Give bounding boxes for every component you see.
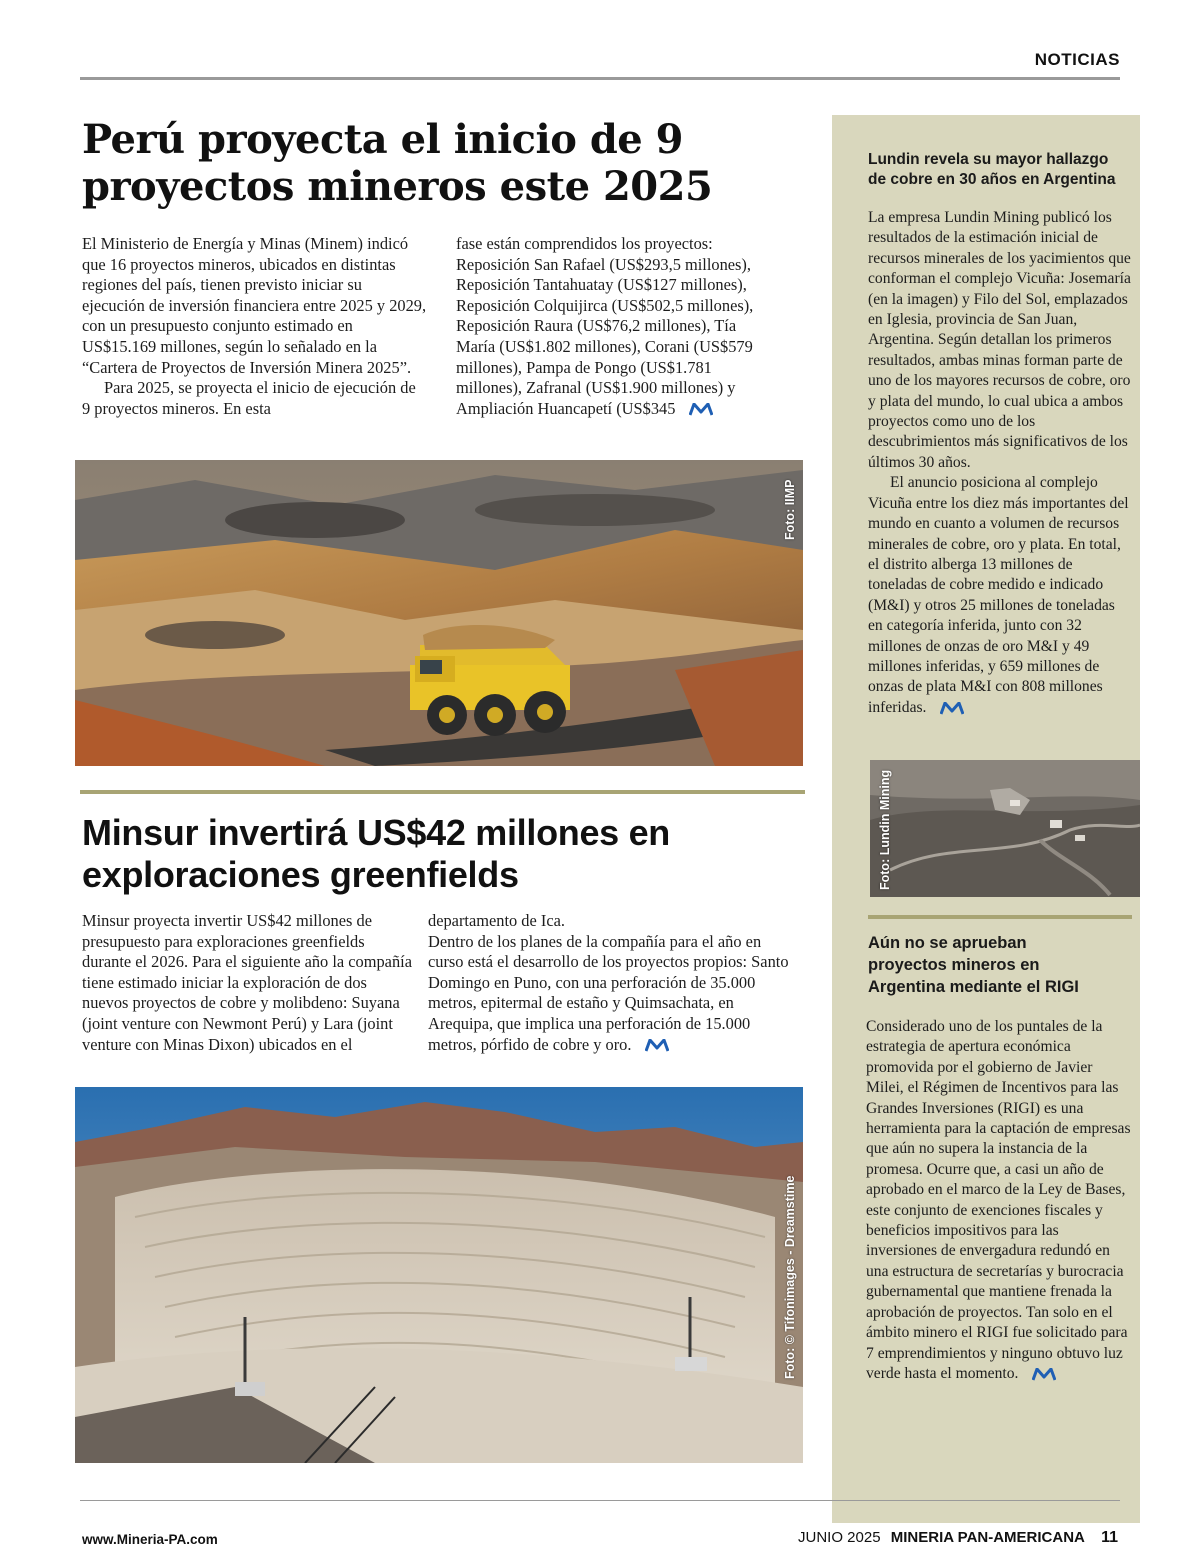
haul-truck-photo — [75, 460, 803, 766]
section-label: NOTICIAS — [1034, 50, 1120, 69]
article2-title: Minsur invertirá US$42 millones en exploraciones greenfields — [82, 812, 671, 895]
vicuna-aerial-photo — [870, 760, 1140, 897]
sidebar-story1-paragraph-1: La empresa Lundin Mining publicó los resultados de la estimación inicial de recursos minerales de los yacimientos que conforman el complejo Vicuña: Josemaría (en la imagen) y Filo del Sol, emplazados en Iglesia, provincia de San Juan, Argentina. Según detallan los primeros resultados, ambas minas forman parte de uno de los mayores recursos de cobre, oro y plata del mundo, lo cual ubica a ambos proyectos como uno de los descubrimientos más significativos de los últimos 30 años. — [868, 209, 1131, 471]
sidebar-story1-title: Lundin revela su mayor hallazgo de cobre en 30 años en Argentina — [868, 151, 1116, 188]
footer-magazine-name: MINERIA PAN-AMERICANA — [890, 1529, 1085, 1546]
article2-column-2 — [428, 911, 790, 1055]
article2-paragraph-1: Minsur proyecta invertir US$42 millones de presupuesto para exploraciones greenfields durante el 2026. Para el siguiente año la compañía tiene estimado iniciar la exploración de dos nuevos proyectos de cobre y molibdeno: Suyana (joint venture con Newmont Perú) y Lara (joint venture con Minas Dixon) ubicados en el — [82, 911, 412, 1054]
footer-issue-info — [798, 1529, 1118, 1547]
article1-column-1 — [82, 234, 427, 419]
sidebar-story2-title: Aún no se aprueban proyectos mineros en Argentina mediante el RIGI — [868, 934, 1079, 996]
article1-title: Perú proyecta el inicio de 9 proyectos mineros este 2025 — [82, 116, 713, 210]
end-mark-icon — [1032, 1368, 1056, 1381]
end-mark-icon — [940, 702, 964, 715]
article2-column-1 — [82, 911, 412, 1055]
article1-column-2 — [456, 234, 776, 419]
end-mark-icon — [689, 403, 713, 416]
sidebar-story2-body — [866, 1017, 1132, 1384]
footer-website-link[interactable]: www.Mineria-PA.com — [82, 1532, 218, 1547]
footer-divider — [80, 1500, 1120, 1501]
top-divider — [80, 77, 1120, 80]
open-pit-photo — [75, 1087, 803, 1463]
sidebar-story2-paragraph-1: Considerado uno de los puntales de la estrategia de apertura económica promovida por el gobierno de Javier Milei, el Régimen de Incentivos para las Grandes Inversiones (RIGI) es una herramienta para la captación de empresas que aún no supera la instancia de la promesa. Ocurre que, a casi un año de aprobado en el marco de la Ley de Bases, este conjunto de exenciones fiscales y beneficios impositivos para las inversiones de envergadura redundó en una estructura de secretarías y burocracia gubernamental que mantiene frenada la aprobación de proyectos. Tan solo en el ámbito minero el RIGI fue solicitado para 7 emprendimientos y ninguno obtuvo luz verde hasta el momento. — [866, 1018, 1131, 1382]
end-mark-icon — [645, 1039, 669, 1052]
article1-paragraph-2: Para 2025, se proyecta el inicio de ejecución de 9 proyectos mineros. En esta — [82, 378, 416, 418]
article2-paragraph-2: departamento de Ica. — [428, 911, 565, 930]
photo-credit-iimp: Foto: IIMP — [783, 479, 797, 540]
sidebar-story1-paragraph-2: El anuncio posiciona al complejo Vicuña entre los diez más importantes del mundo en cuanto a volumen de recursos minerales de cobre, oro y plata. En total, el distrito alberga 13 millones de toneladas de cobre medido e indicado (M&I) y otros 25 millones de toneladas en categoría inferida, junto con 32 millones de onzas de oro M&I y 49 millones inferidas, y 659 millones de onzas de plata M&I con 808 millones inferidas. — [868, 474, 1129, 716]
footer-date: JUNIO 2025 — [798, 1529, 881, 1546]
article1-paragraph-1: El Ministerio de Energía y Minas (Minem) indicó que 16 proyectos mineros, ubicados en distintas regiones del país, tienen previsto iniciar su ejecución de inversión financiera entre 2025 y 2029, con un presupuesto conjunto estimado en US$15.169 millones, según lo señalado en la “Cartera de Proyectos de Inversión Minera 2025”. — [82, 234, 427, 377]
article-divider — [80, 790, 805, 794]
photo-credit-lundin: Foto: Lundin Mining — [878, 769, 892, 890]
sidebar-divider — [868, 915, 1132, 919]
page-number: 11 — [1101, 1529, 1118, 1546]
photo-credit-dreamstime: Foto: © Tifonimages - Dreamstime — [783, 1175, 797, 1379]
sidebar-story1-body — [868, 208, 1132, 718]
article1-paragraph-3: fase están comprendidos los proyectos: Reposición San Rafael (US$293,5 millones), Reposición Tantahuatay (US$127 millones), Reposición Colquijirca (US$502,5 millones), Reposición Raura (US$76,2 millones), Tía María (US$1.802 millones), Corani (US$579 millones), Pampa de Pongo (US$1.781 millones), Zafranal (US$1.900 millones) y Ampliación Huancapetí (US$345 — [456, 234, 754, 418]
article2-paragraph-3: Dentro de los planes de la compañía para el año en curso está el desarrollo de los proyectos propios: Santo Domingo en Puno, con una perforación de 35.000 metros, epitermal de estaño y Quimsachata, en Arequipa, que implica una perforación de 15.000 metros, pórfido de cobre y oro. — [428, 931, 789, 1054]
sidebar — [832, 115, 1140, 1523]
